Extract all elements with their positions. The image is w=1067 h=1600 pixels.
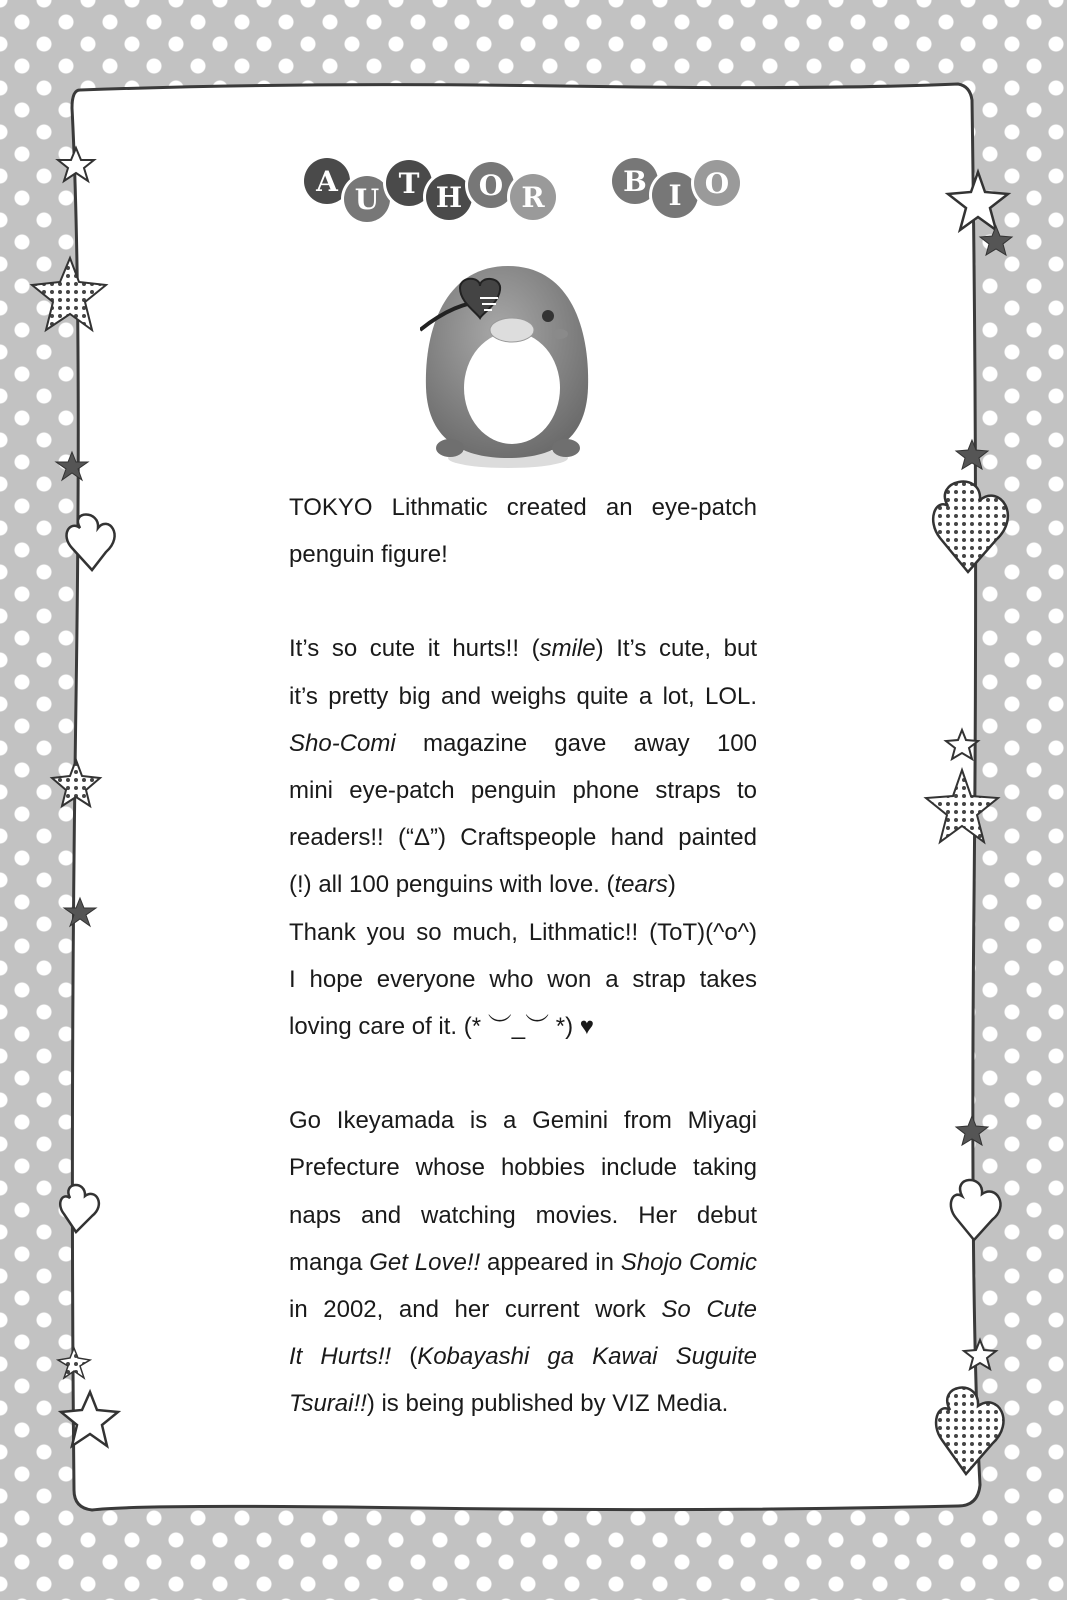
text-span: Tsurai!! xyxy=(289,1390,367,1418)
text-span: Sho-Comi xyxy=(289,729,396,757)
text-span: (!) all 100 penguins with love. ( xyxy=(289,871,615,899)
text-line xyxy=(289,720,757,767)
text-span: Kobayashi ga Kawai Suguite xyxy=(417,1343,758,1371)
title-letter: B xyxy=(612,158,658,204)
text-span: tears xyxy=(614,871,668,899)
paragraph xyxy=(289,484,757,578)
text-line xyxy=(289,1380,757,1427)
text-span: ) xyxy=(667,871,676,899)
text-line: naps and watching movies. Her debut xyxy=(289,1201,757,1229)
text-span: It Hurts!! xyxy=(289,1343,392,1371)
text-line: Prefecture whose hobbies include taking xyxy=(289,1154,757,1182)
title-letter: U xyxy=(344,176,390,222)
text-line xyxy=(289,861,757,908)
title-letter: R xyxy=(510,174,556,220)
title-letter: O xyxy=(694,160,740,206)
eye-patch-penguin-icon xyxy=(420,258,595,473)
text-line: penguin figure! xyxy=(289,541,448,569)
text-line: TOKYO Lithmatic created an eye-patch xyxy=(289,494,757,521)
title-letter: A xyxy=(304,158,350,204)
text-span: in 2002, and her current work xyxy=(289,1296,662,1324)
title-letter: O xyxy=(468,162,514,208)
text-line: mini eye-patch penguin phone straps to xyxy=(289,777,757,805)
text-span: Get Love!! xyxy=(369,1248,481,1276)
author-bio-title xyxy=(300,150,760,230)
text-span: It’s so cute it hurts!! ( xyxy=(289,635,540,663)
text-line: loving care of it. (* ︶_︶ *) ♥ xyxy=(289,1013,595,1041)
text-span: So Cute xyxy=(661,1296,758,1324)
paragraph xyxy=(289,1097,757,1427)
text-span: ) is being published by VIZ Media. xyxy=(366,1390,729,1418)
text-span: ( xyxy=(391,1343,418,1371)
text-span: magazine gave away 100 xyxy=(395,729,757,757)
text-span: manga xyxy=(289,1248,370,1276)
paragraph xyxy=(289,625,757,1050)
title-letter: H xyxy=(426,174,472,220)
text-line xyxy=(289,625,757,672)
text-span: Shojo Comic xyxy=(620,1248,757,1276)
text-span: ) It’s cute, but xyxy=(595,635,758,663)
text-line: Go Ikeyamada is a Gemini from Miyagi xyxy=(289,1107,757,1135)
text-line xyxy=(289,1286,757,1333)
text-span: smile xyxy=(539,635,596,663)
text-line: it’s pretty big and weighs quite a lot, LOL. xyxy=(289,682,757,710)
text-line: Thank you so much, Lithmatic!! (ToT)(^o^) xyxy=(289,918,757,946)
text-span: appeared in xyxy=(480,1248,621,1276)
text-line: readers!! (“Δ”) Craftspeople hand painted xyxy=(289,824,757,852)
title-letter: I xyxy=(652,172,698,218)
text-line xyxy=(289,1333,757,1380)
text-line xyxy=(289,1239,757,1286)
bio-text xyxy=(289,484,757,1475)
text-line: I hope everyone who won a strap takes xyxy=(289,965,757,993)
title-letter: T xyxy=(386,160,432,206)
